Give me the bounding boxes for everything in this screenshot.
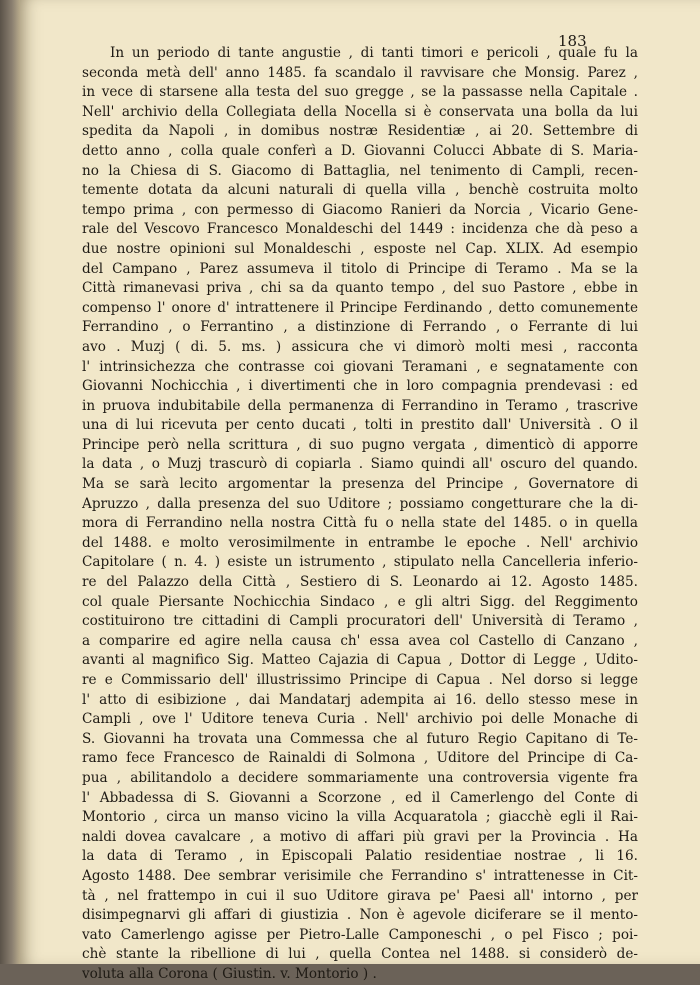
text-line: seconda metà dell' anno 1485. fa scandalo il ravvisare che Monsig. Parez , [82,64,638,81]
text-line: mora di Ferrandino nella nostra Città fu o nella state del 1485. o in quella [82,515,638,532]
text-line: naldi dovea cavalcare , a motivo di affari più gravi per la Provincia . Ha [82,828,638,845]
text-line: del 1488. e molto verosimilmente in entrambe le epoche . Nell' archivio [82,534,638,551]
text-line: pua , abilitandolo a decidere sommariamente una controversia vigente fra [82,769,638,786]
text-line: spedita da Napoli , in domibus nostræ Residentiæ , ai 20. Settembre di [82,123,638,140]
text-line: detto anno , colla quale conferì a D. Giovanni Colucci Abbate di S. Maria- [82,142,638,159]
text-line: vato Camerlengo agisse per Pietro-Lalle Camponeschi , o pel Fisco ; poi- [82,926,638,943]
text-line: In un periodo di tante angustie , di tanti timori e pericoli , quale fu la [110,45,638,61]
text-line: re e Commissario dell' illustrissimo Principe di Capua . Nel dorso si legge [82,672,638,688]
text-line: avo . Muzj ( di. 5. ms. ) assicura che vi dimorò molti mesi , racconta [82,338,638,355]
text-line: l' Abbadessa di S. Giovanni a Scorzone , ed il Camerlengo del Conte di [82,789,638,806]
text-line: del Campano , Parez assumeva il titolo di Principe di Teramo . Ma se la [82,260,638,277]
text-line: temente dotata da alcuni naturali di quella villa , benchè costruita molto [82,182,638,199]
text-line: Agosto 1488. Dee sembrar verisimile che Ferrandino s' intrattenesse in Cit- [82,867,638,884]
text-line: S. Giovanni ha trovata una Commessa che al futuro Regio Capitano di Te- [82,730,638,747]
text-line: una di lui ricevuta per cento ducati , tolti in prestito dall' Università . O il [82,417,638,434]
book-spine-shadow [0,0,20,964]
text-line: due nostre opinioni sul Monaldeschi , esposte nel Cap. XLIX. Ad esempio [82,240,638,257]
text-line: costituirono tre cittadini di Campli procuratori dell' Università di Teramo , [82,613,638,630]
text-line: la data , o Muzj trascurò di copiarla . Siamo quindi all' oscuro del quando. [82,456,638,473]
text-line: Campli , ove l' Uditore teneva Curia . Nell' archivio poi delle Monache di [82,711,638,728]
text-line: Città rimanevasi priva , chi sa da quanto tempo , del suo Pastore , ebbe in [82,280,638,297]
text-line: Apruzzo , dalla presenza del suo Uditore ; possiamo congetturare che la di- [82,495,638,512]
text-line: Capitolare ( n. 4. ) esiste un istrumento , stipulato nella Cancelleria inferio- [82,554,638,571]
text-line: compenso l' onore d' intrattenere il Principe Ferdinando , detto comunemente [82,299,638,316]
text-line: ramo fece Francesco de Rainaldi di Solmona , Uditore del Principe di Ca- [82,750,638,767]
text-line: l' atto di esibizione , dai Mandatarj adempita ai 16. dello stesso mese in [82,691,638,708]
text-line: col quale Piersante Nochicchia Sindaco , e gli altri Sigg. del Reggimento [82,593,638,610]
text-line: Principe però nella scrittura , di suo pugno vergata , dimenticò di apporre [82,436,638,453]
text-line: chè stante la ribellione di lui , quella Contea nel 1488. si considerò de- [82,946,638,963]
text-line: in pruova indubitabile della permanenza di Ferrandino in Teramo , trascrive [82,397,638,414]
text-line: Nell' archivio della Collegiata della Nocella si è conservata una bolla da lui [82,103,638,120]
text-line: disimpegnarvi gli affari di giustizia . Non è agevole diciferare se il mento- [82,907,638,924]
book-page [20,0,700,982]
text-line: Giovanni Nochicchia , i divertimenti che in loro compagnia prendevasi : ed [82,378,638,395]
text-line: Montorio , circa un manso vicino la villa Acquaratola ; giacchè egli il Rai- [82,809,638,826]
text-line: la data di Teramo , in Episcopali Palatio residentiae nostrae , li 16. [82,848,638,865]
text-line: in vece di starsene alla testa del suo gregge , se la passasse nella Capitale . [82,84,638,101]
page-number: 183 [558,32,587,50]
text-line: rale del Vescovo Francesco Monaldeschi del 1449 : incidenza che dà peso a [82,221,638,238]
text-line: tempo prima , con permesso di Giacomo Ranieri da Norcia , Vicario Gene- [82,201,638,218]
text-line: tà , nel frattempo in cui il suo Uditore girava pe' Paesi all' intorno , per [82,887,638,904]
text-line: l' intrinsichezza che contrasse coi giovani Teramani , e segnatamente con [82,358,638,375]
text-line: no la Chiesa di S. Giacomo di Battaglia, nel tenimento di Campli, recen- [82,162,638,179]
text-line: avanti al magnifico Sig. Matteo Cajazia di Capua , Dottor di Legge , Udito- [82,652,638,669]
text-line: Ma se sarà lecito argomentar la presenza del Principe , Governatore di [82,476,638,493]
text-line: a comparire ed agire nella causa ch' essa avea col Castello di Canzano , [82,632,638,649]
body-text [82,44,638,985]
text-line: voluta alla Corona ( Giustin. v. Montorio ) . [82,965,377,982]
text-line: re del Palazzo della Città , Sestiero di S. Leonardo ai 12. Agosto 1485. [82,574,638,591]
text-line: Ferrandino , o Ferrantino , a distinzione di Ferrando , o Ferrante di lui [82,319,638,336]
